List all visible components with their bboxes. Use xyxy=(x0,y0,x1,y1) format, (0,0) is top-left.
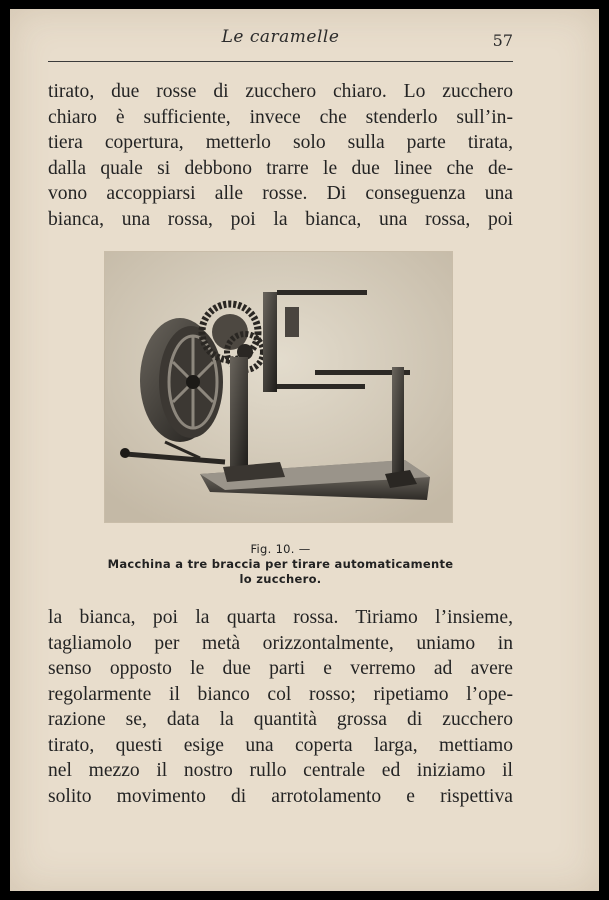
figure-caption xyxy=(48,542,513,587)
paragraph-1 xyxy=(48,79,513,232)
caption-text-2: lo zucchero. xyxy=(239,572,322,586)
page-number: 57 xyxy=(492,31,513,50)
text-line: tiera copertura, metterlo solo sulla parte tirata, xyxy=(48,132,513,153)
text-line: razione se, data la quantità grossa di zucchero xyxy=(48,709,513,730)
caption-text-1: Macchina a tre braccia per tirare automaticamente xyxy=(107,557,454,571)
book-page xyxy=(10,9,599,891)
text-line: tagliamolo per metà orizzontalmente, uniamo in xyxy=(48,632,513,654)
text-line: regolarmente il bianco col rosso; ripetiamo l’ope- xyxy=(48,683,513,705)
text-line: senso opposto le due parti e verremo ad avere xyxy=(48,658,513,679)
running-title: Le caramelle xyxy=(221,27,340,47)
text-line: tirato, questi esige una coperta larga, mettiamo xyxy=(48,734,513,756)
page-header xyxy=(48,27,513,62)
sugar-pulling-machine-drawing xyxy=(105,252,452,522)
text-line: nel mezzo il nostro rullo centrale ed iniziamo il xyxy=(48,760,513,781)
caption-line-1 xyxy=(48,542,513,572)
paragraph-2 xyxy=(48,605,513,809)
text-line: vono accoppiarsi alle rosse. Di conseguenza una xyxy=(48,183,513,204)
text-line: tirato, due rosse di zucchero chiaro. Lo zucchero xyxy=(48,81,513,102)
text-line: solito movimento di arrotolamento e rispettiva xyxy=(48,785,513,807)
text-line: bianca, una rossa, poi la bianca, una rossa, poi xyxy=(48,208,513,230)
text-line: dalla quale si debbono trarre le due linee che de- xyxy=(48,157,513,179)
figure-label: Fig. 10. — xyxy=(250,542,311,556)
text-line: la bianca, poi la quarta rossa. Tiriamo l’insieme, xyxy=(48,607,513,628)
machine-illustration xyxy=(105,252,452,522)
text-line: chiaro è sufficiente, invece che stenderlo sull’in- xyxy=(48,106,513,128)
